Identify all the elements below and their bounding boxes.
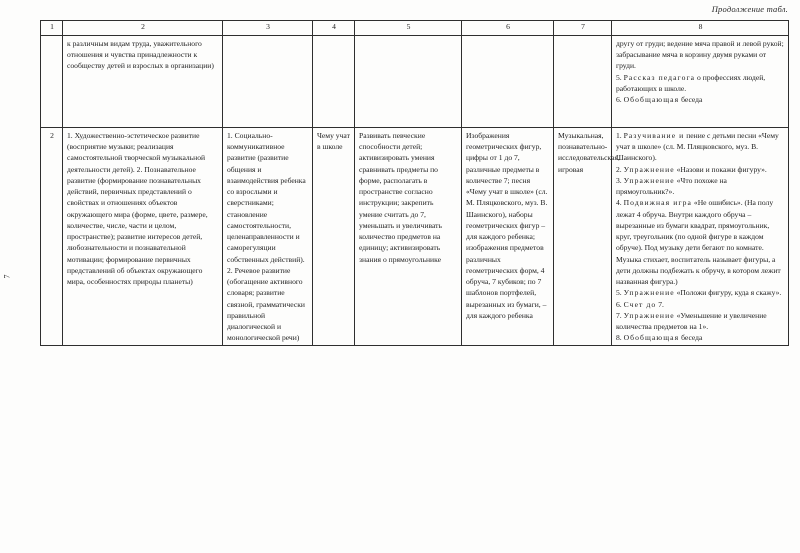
activity-item: 6. Обобщающая беседа <box>616 95 703 105</box>
row-number-cell: 2 <box>41 128 63 346</box>
column-header-1: 1 <box>41 21 63 36</box>
activity-keyword: Разучивание и <box>623 131 685 140</box>
activity-item: 3. Упражнение «Что похоже на прямоугольник?». <box>616 175 727 197</box>
activity-keyword: Обобщающая <box>623 95 680 105</box>
integration-cell <box>223 36 313 128</box>
column-header-3: 3 <box>223 21 313 36</box>
materials-cell <box>462 36 554 128</box>
educational-areas-cell: к различным видам труда, уважительного отношения и чувства принадлежности к сообществу детей и взрослых в организации) <box>63 36 223 128</box>
activity-keyword: Упражнение <box>623 310 675 320</box>
running-head: Продолжение табл. <box>711 4 788 14</box>
activity-keyword: Упражнение <box>623 288 675 298</box>
activity-item: 6. Счет до 7. <box>616 299 664 309</box>
activity-keyword: Подвижная игра <box>623 198 692 208</box>
activities-content-cell <box>612 36 789 128</box>
objectives-cell <box>355 36 462 128</box>
row-number-cell <box>41 36 63 128</box>
page-number: 7 <box>2 274 12 279</box>
activity-item: 1. Разучивание и пение с детьми песни «Чему учат в школе» (сл. М. Пляцковского, муз. В. Шаинского). <box>616 131 779 163</box>
educational-areas-cell: 1. Художественно-эстетическое развитие (восприятие музыки; реализация самостоятельной творческой музыкальной деятельности детей). 2. Познавательное развитие (формирование познавательных действий, первичных представлений о свойствах и отношениях объектов окружающего мира (форме, цвете, размере, количестве, числе, части и целом, пространстве); развитие интересов детей, любознательности и познавательной мотивации; формирование первичных представлений об объектах окружающего мира, особенностях природы планеты) <box>63 128 223 346</box>
activity-item: другу от груди; ведение мяча правой и левой рукой; забрасывание мяча в корзину двумя руками от груди. <box>616 39 784 71</box>
activities-type-cell: Музыкальная, познавательно-исследовательская, игровая <box>554 128 612 346</box>
activity-item: 4. Подвижная игра «Не ошибись». (На полу лежат 4 обруча. Внутри каждого обруча – вырезанные из бумаги квадрат, прямоугольник, круг, треугольник (по одной фигуре в каждом обруче). Под музыку дети бегают по комнате. Музыка стихает, воспитатель называет фигуры, а дети должны подбежать к обручу, в котором лежит названная фигура.) <box>616 198 781 287</box>
activity-item: 7. Упражнение «Уменьшение и увеличение количества предметов на 1». <box>616 310 767 331</box>
column-header-2: 2 <box>63 21 223 36</box>
column-header-8: 8 <box>612 21 789 36</box>
activity-keyword: Счет до <box>623 299 657 309</box>
column-header-4: 4 <box>313 21 355 36</box>
table-header-row <box>41 21 789 36</box>
activity-keyword: Рассказ педагога <box>623 72 696 82</box>
activities-content-cell <box>612 128 789 346</box>
activity-item: 5. Рассказ педагога о профессиях людей, работающих в школе. <box>616 72 766 93</box>
materials-cell: Изображения геометрических фигур, цифры от 1 до 7, различные предметы в количестве 7; песня «Чему учат в школе» (сл. М. Пляцковского, муз. В. Шаинского), наборы геометрических фигур – для каждого ребенка; изображения предметов различных геометрических форм, 4 обруча, 7 кубиков; по 7 шаблонов портфелей, вырезанных из бумаги, – для каждого ребенка <box>462 128 554 346</box>
activity-keyword: Обобщающая <box>623 333 680 343</box>
table-row <box>41 36 789 128</box>
activities-type-cell <box>554 36 612 128</box>
activity-item: 2. Упражнение «Назови и покажи фигуру». <box>616 164 767 174</box>
integration-cell: 1. Социально-коммуникативное развитие (развитие общения и взаимодействия ребенка со взрослыми и сверстниками; становление самостоятельности, целенаправленности и саморегуляции собственных действий). 2. Речевое развитие (обогащение активного словаря; развитие связной, грамматически правильной диалогической и монологической речи) <box>223 128 313 346</box>
continuation-table <box>40 20 789 346</box>
column-header-5: 5 <box>355 21 462 36</box>
activity-item: 5. Упражнение «Положи фигуру, куда я скажу». <box>616 288 782 298</box>
theme-cell <box>313 36 355 128</box>
table-row <box>41 128 789 346</box>
activity-keyword: Упражнение <box>623 164 675 174</box>
theme-cell: Чему учат в школе <box>313 128 355 346</box>
activity-item: 8. Обобщающая беседа <box>616 333 703 343</box>
activity-keyword: Упражнение <box>623 175 675 185</box>
column-header-7: 7 <box>554 21 612 36</box>
objectives-cell: Развивать певческие способности детей; активизировать умения сравнивать предметы по форме, располагать в пространстве согласно инструкции; закрепить умение считать до 7, уменьшать и увеличивать количество предметов на единицу; активизировать знания о прямоугольнике <box>355 128 462 346</box>
column-header-6: 6 <box>462 21 554 36</box>
